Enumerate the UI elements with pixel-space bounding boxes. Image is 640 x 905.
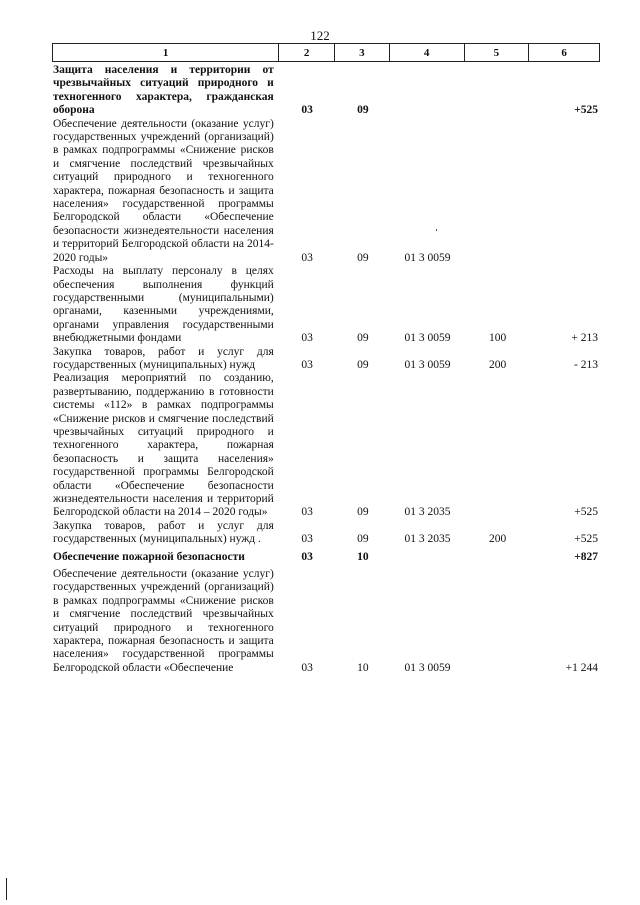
row-section: 03 — [301, 506, 313, 519]
row-section: 03 — [301, 332, 313, 345]
row-section: 03 — [301, 550, 313, 563]
header-col-5: 5 — [465, 44, 530, 61]
row-description: Реализация мероприятий по созданию, развертыванию, поддержанию в готовности системы «112» в рамках подпрограммы «Снижение рисков и смягчение последствий чрезвычайных ситуаций природного и техногенного характера, пожарная безопасность и защита населения» государственной программы Белгородской области «Обеспечение безопасности жизнедеятельности населения и территорий Белгородской области на 2014 – 2020 годы» — [53, 372, 274, 519]
row-description: Обеспечение деятельности (оказание услуг) государственных учреждений (организаций) в рамках подпрограммы «Снижение рисков и смягчение последствий чрезвычайных ситуаций природного и техногенного характера, пожарная безопасность и защита населения» государственной программы Белгородской области «Обеспечение — [53, 568, 274, 674]
row-amount: - 213 — [574, 358, 599, 371]
header-col-3: 3 — [335, 44, 390, 61]
row-target-article: 01 3 0059 — [404, 332, 451, 345]
row-description: Защита населения и территории от чрезвычайных ситуаций природного и техногенного характера, гражданская оборона — [53, 64, 274, 117]
header-col-1: 1 — [53, 44, 279, 61]
table-row — [53, 64, 600, 118]
row-description: Закупка товаров, работ и услуг для государственных (муниципальных) нужд — [53, 345, 274, 371]
header-col-4: 4 — [390, 44, 465, 61]
scan-speck — [436, 229, 437, 231]
row-subsection: 10 — [357, 550, 369, 563]
row-subsection: 09 — [357, 104, 369, 117]
row-subsection: 09 — [357, 506, 369, 519]
row-description: Расходы на выплату персоналу в целях обеспечения выполнения функций государственными (муниципальными) органами, казенными учреждениями, органами управления государственными внебюджетными фондами — [53, 265, 274, 345]
row-amount: +525 — [574, 533, 599, 546]
row-target-article: 01 3 0059 — [404, 251, 451, 264]
row-section: 03 — [301, 251, 313, 264]
row-amount: +525 — [574, 506, 599, 519]
header-col-6: 6 — [561, 47, 567, 59]
row-subsection: 09 — [357, 533, 369, 546]
table-row — [53, 346, 600, 373]
row-section: 03 — [301, 358, 313, 371]
row-expense-type: 200 — [488, 533, 507, 546]
row-description: Обеспечение пожарной безопасности — [53, 550, 245, 563]
table-row — [53, 568, 600, 675]
row-subsection: 09 — [357, 251, 369, 264]
table-row — [53, 372, 600, 519]
row-description: Обеспечение деятельности (оказание услуг) государственных учреждений (организаций) в рамках подпрограммы «Снижение рисков и смягчение последствий чрезвычайных ситуаций природного и техногенного характера, пожарная безопасность и защита населения» государственной программы Белгородской области «Обеспечение безопасности жизнедеятельности населения и территорий Белгородской области на 2014-2020 годы» — [53, 117, 274, 264]
page-number: 122 — [310, 28, 330, 43]
row-section: 03 — [301, 661, 313, 674]
row-target-article: 01 3 2035 — [404, 506, 451, 519]
table-row — [53, 118, 600, 265]
row-expense-type: 100 — [488, 332, 507, 345]
table-header — [52, 43, 600, 62]
row-target-article: 01 3 2035 — [404, 533, 451, 546]
row-subsection: 09 — [357, 358, 369, 371]
table-row — [53, 520, 600, 547]
row-target-article: 01 3 0059 — [404, 358, 451, 371]
header-col-2: 2 — [279, 44, 335, 61]
row-section: 03 — [301, 533, 313, 546]
row-subsection: 10 — [357, 661, 369, 674]
row-description: Закупка товаров, работ и услуг для государственных (муниципальных) нужд . — [53, 519, 274, 546]
row-amount: +827 — [574, 550, 599, 563]
row-section: 03 — [301, 104, 313, 117]
row-expense-type: 200 — [488, 358, 507, 371]
margin-mark — [6, 878, 7, 900]
table-body — [53, 64, 600, 675]
table-row — [53, 265, 600, 345]
row-amount: + 213 — [571, 332, 599, 345]
row-subsection: 09 — [357, 332, 369, 345]
row-target-article: 01 3 0059 — [404, 661, 451, 674]
table-row — [53, 551, 600, 564]
row-amount: +525 — [574, 104, 599, 117]
row-amount: +1 244 — [565, 661, 599, 674]
